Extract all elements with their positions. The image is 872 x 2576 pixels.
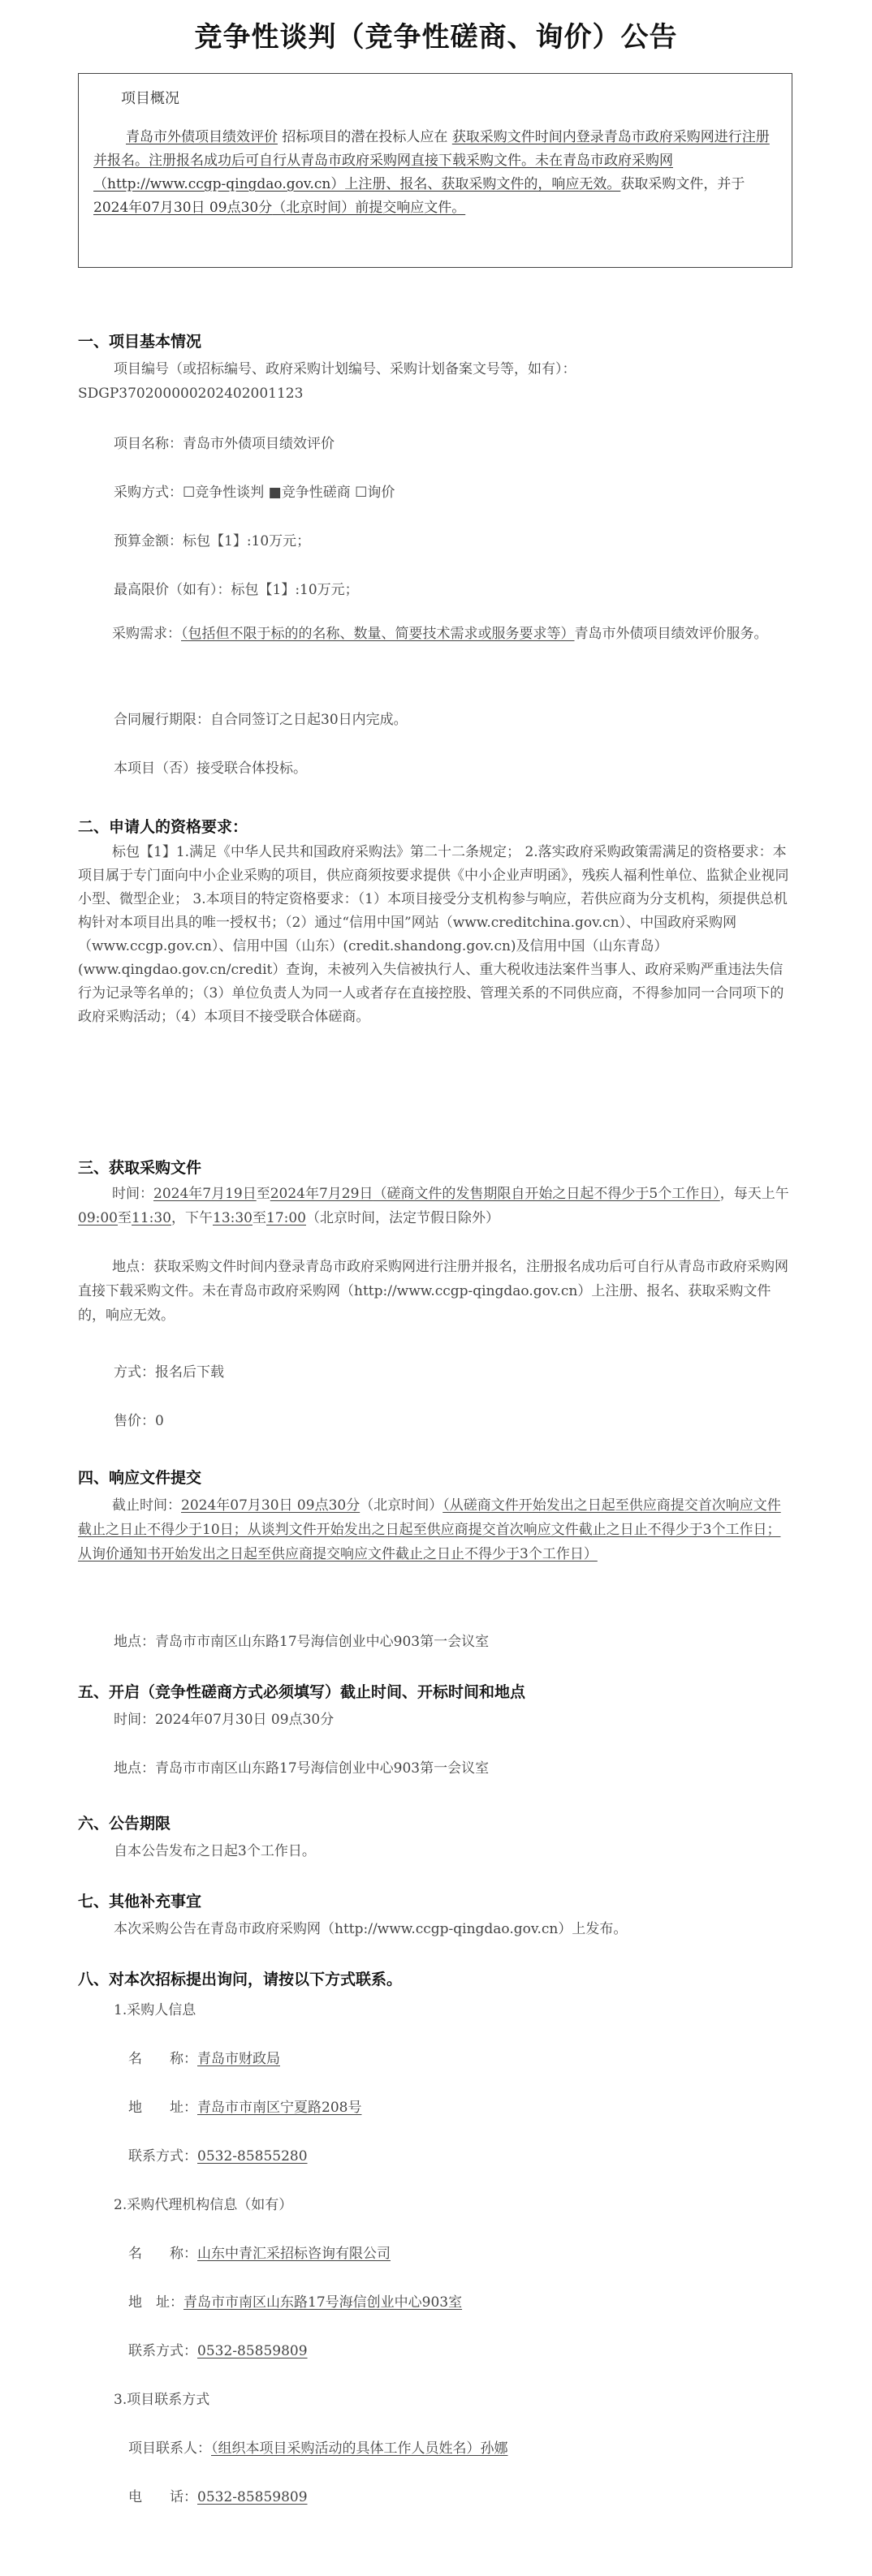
demand-label: 采购需求： [112,626,181,642]
submission-deadline [78,1493,792,1566]
deadline-note: （从磋商文件开始发出之日起至供应商提交首次响应文件截止之日止不得少于10日；从谈判文件开始发出之日起至供应商提交首次响应文件截止之日止不得少于3个工作日；从询价通知书开始发出之日起至供应商提交响应文件截止之日止不得少于3个工作日） [78,1497,781,1562]
project-phone-row [128,2485,308,2505]
notice-period: 自本公告发布之日起3个工作日。 [114,1843,316,1859]
acquire-afternoon-label: ，下午 [171,1210,213,1226]
acquire-start-date: 2024年7月19日 [153,1186,257,1202]
budget-amount: 预算金额：标包【1】:10万元； [114,533,311,549]
contract-period: 合同履行期限：自合同签订之日起30日内完成。 [114,712,408,728]
agent-contact-row [128,2339,308,2359]
acquire-way: 方式：报名后下载 [114,1364,224,1381]
deadline-value: 2024年07月30日 09点30分 [181,1497,360,1514]
overview-heading: 项目概况 [121,90,179,107]
agent-info-title: 2.采购代理机构信息（如有） [114,2197,293,2213]
qualification-text: 标包【1】1.满足《中华人民共和国政府采购法》第二十二条规定； 2.落实政府采购政策需满足的资格要求：本项目属于专门面向中小企业采购的项目，供应商须按要求提供《中小企业声明函》，残疾人福利性单位、监狱企业视同小型、微型企业； 3.本项目的特定资格要求：（1）本项目接受分支机构参与响应，若供应商为分支机构，须提供总机构针对本项目出具的唯一授权书；（2）通过“信用中国”网站（www.creditchina.gov.cn）、中国政府采购网（www.ccgp.gov.cn）、信用中国（山东）(credit.shandong.gov.cn)及信用中国（山东青岛）(www.qingdao.gov.cn/credit）查询，未被列入失信被执行人、重大税收违法案件当事人、政府采购严重违法失信行为记录等名单的；（3）单位负责人为同一人或者存在直接控股、管理关系的不同供应商，不得参加同一合同项下的政府采购活动；（4）本项目不接受联合体磋商。 [78,844,789,1025]
buyer-address: 青岛市市南区宁夏路208号 [197,2100,362,2116]
acquire-morning-start: 09:00 [78,1210,118,1226]
section-8-heading: 八、对本次招标提出询问，请按以下方式联系。 [78,1971,403,1988]
agent-name-row [128,2242,391,2262]
buyer-address-label: 地 址： [128,2100,197,2116]
project-code-value: SDGP370200000202402001123 [78,386,304,402]
demand-content: 青岛市外债项目绩效评价服务。 [574,626,768,642]
procurement-demand [78,622,792,646]
project-phone-label: 电 话： [128,2489,197,2505]
buyer-info-title: 1.采购人信息 [114,2002,196,2018]
overview-text-2: 招标项目的潜在投标人应在 [278,129,452,145]
acquire-morning-label: ，每天上午 [719,1186,789,1202]
page-title: 竞争性谈判（竞争性磋商、询价）公告 [194,21,678,54]
agent-address-row [128,2290,462,2311]
overview-deadline: 2024年07月30日 09点30分 [93,200,273,216]
agent-phone: 0532-85859809 [197,2343,308,2359]
document-price: 售价：0 [114,1413,164,1429]
opening-time: 时间：2024年07月30日 09点30分 [114,1712,335,1728]
acquire-morning-end: 11:30 [132,1210,171,1226]
buyer-contact-label: 联系方式： [128,2148,197,2165]
project-overview-box [78,73,792,268]
acquire-time-label: 时间： [112,1186,153,1202]
section-5-heading: 五、开启（竞争性磋商方式必须填写）截止时间、开标时间和地点 [78,1683,526,1701]
section-3-heading: 三、获取采购文件 [78,1159,202,1177]
agent-address: 青岛市市南区山东路17号海信创业中心903室 [183,2294,463,2311]
deadline-timezone: （北京时间） [360,1497,443,1514]
acquire-afternoon-end: 17:00 [266,1210,306,1226]
project-contact-person: （组织本项目采购活动的具体工作人员姓名）孙娜 [211,2440,508,2457]
buyer-name-row [128,2047,280,2067]
agent-contact-label: 联系方式： [128,2343,197,2359]
acquire-place: 地点：获取采购文件时间内登录青岛市政府采购网进行注册并报名，注册报名成功后可自行从青岛市政府采购网直接下载采购文件。未在青岛市政府采购网（http://www.ccgp-qingdao.gov.cn）上注册、报名、获取采购文件的，响应无效。 [78,1259,788,1324]
demand-note: （包括但不限于标的的名称、数量、简要技术需求或服务要求等） [181,626,575,642]
deadline-label: 截止时间： [112,1497,181,1514]
acquire-end-date: 2024年7月29日 [270,1186,373,1202]
max-price: 最高限价（如有）：标包【1】:10万元； [114,582,359,598]
project-contact-row [128,2436,508,2457]
overview-text-4: 获取采购文件，并于 [620,176,745,192]
buyer-name: 青岛市财政局 [197,2051,280,2067]
submission-place: 地点：青岛市市南区山东路17号海信创业中心903第一会议室 [114,1634,490,1650]
project-phone: 0532-85859809 [197,2489,308,2505]
acquire-morning-to: 至 [118,1210,132,1226]
project-name: 项目名称：青岛市外债项目绩效评价 [114,436,335,452]
buyer-name-label: 名 称： [128,2051,197,2067]
agent-name-label: 名 称： [128,2246,197,2262]
overview-text [93,126,777,220]
section-4-heading: 四、响应文件提交 [78,1469,202,1487]
section-6-heading: 六、公告期限 [78,1815,171,1833]
project-contact-label: 项目联系人： [128,2440,211,2457]
section-1-heading: 一、项目基本情况 [78,333,202,351]
opening-place: 地点：青岛市市南区山东路17号海信创业中心903第一会议室 [114,1760,490,1777]
buyer-address-row [128,2096,361,2116]
buyer-contact-row [128,2144,308,2165]
consortium-note: 本项目（否）接受联合体投标。 [114,760,307,777]
section-2-heading: 二、申请人的资格要求： [78,818,248,836]
acquire-afternoon-to: 至 [253,1210,266,1226]
buyer-phone: 0532-85855280 [197,2148,308,2165]
project-code-label: 项目编号（或招标编号、政府采购计划编号、采购计划备案文号等，如有）： [114,361,576,377]
acquire-time-note: （北京时间，法定节假日除外） [306,1210,499,1226]
project-contact-title: 3.项目联系方式 [114,2392,210,2408]
supplement-text: 本次采购公告在青岛市政府采购网（http://www.ccgp-qingdao.gov.cn）上发布。 [114,1921,628,1937]
agent-address-label: 地 址： [128,2294,183,2311]
agent-name: 山东中青汇采招标咨询有限公司 [197,2246,391,2262]
acquire-period-note: （磋商文件的发售期限自开始之日起不得少于5个工作日） [373,1186,720,1202]
acquire-to: 至 [256,1186,270,1202]
acquire-time [78,1182,792,1230]
overview-project-name: 青岛市外债项目绩效评价 [126,129,278,145]
procurement-method: 采购方式：☐竞争性谈判 ■竞争性磋商 ☐询价 [114,485,395,501]
overview-text-6: （北京时间）前提交响应文件。 [272,200,466,216]
section-7-heading: 七、其他补充事宜 [78,1893,202,1910]
acquire-afternoon-start: 13:30 [213,1210,253,1226]
overview-registration-note: 获取采购文件时间内登录青岛市政府采购网进行注册并报名。注册报名成功后可自行从青岛市政府采购网直接下载采购文件。未在青岛市政府采购网（http://www.ccgp-qingdao.gov.cn）上注册、报名、获取采购文件的，响应无效。 [93,129,770,192]
